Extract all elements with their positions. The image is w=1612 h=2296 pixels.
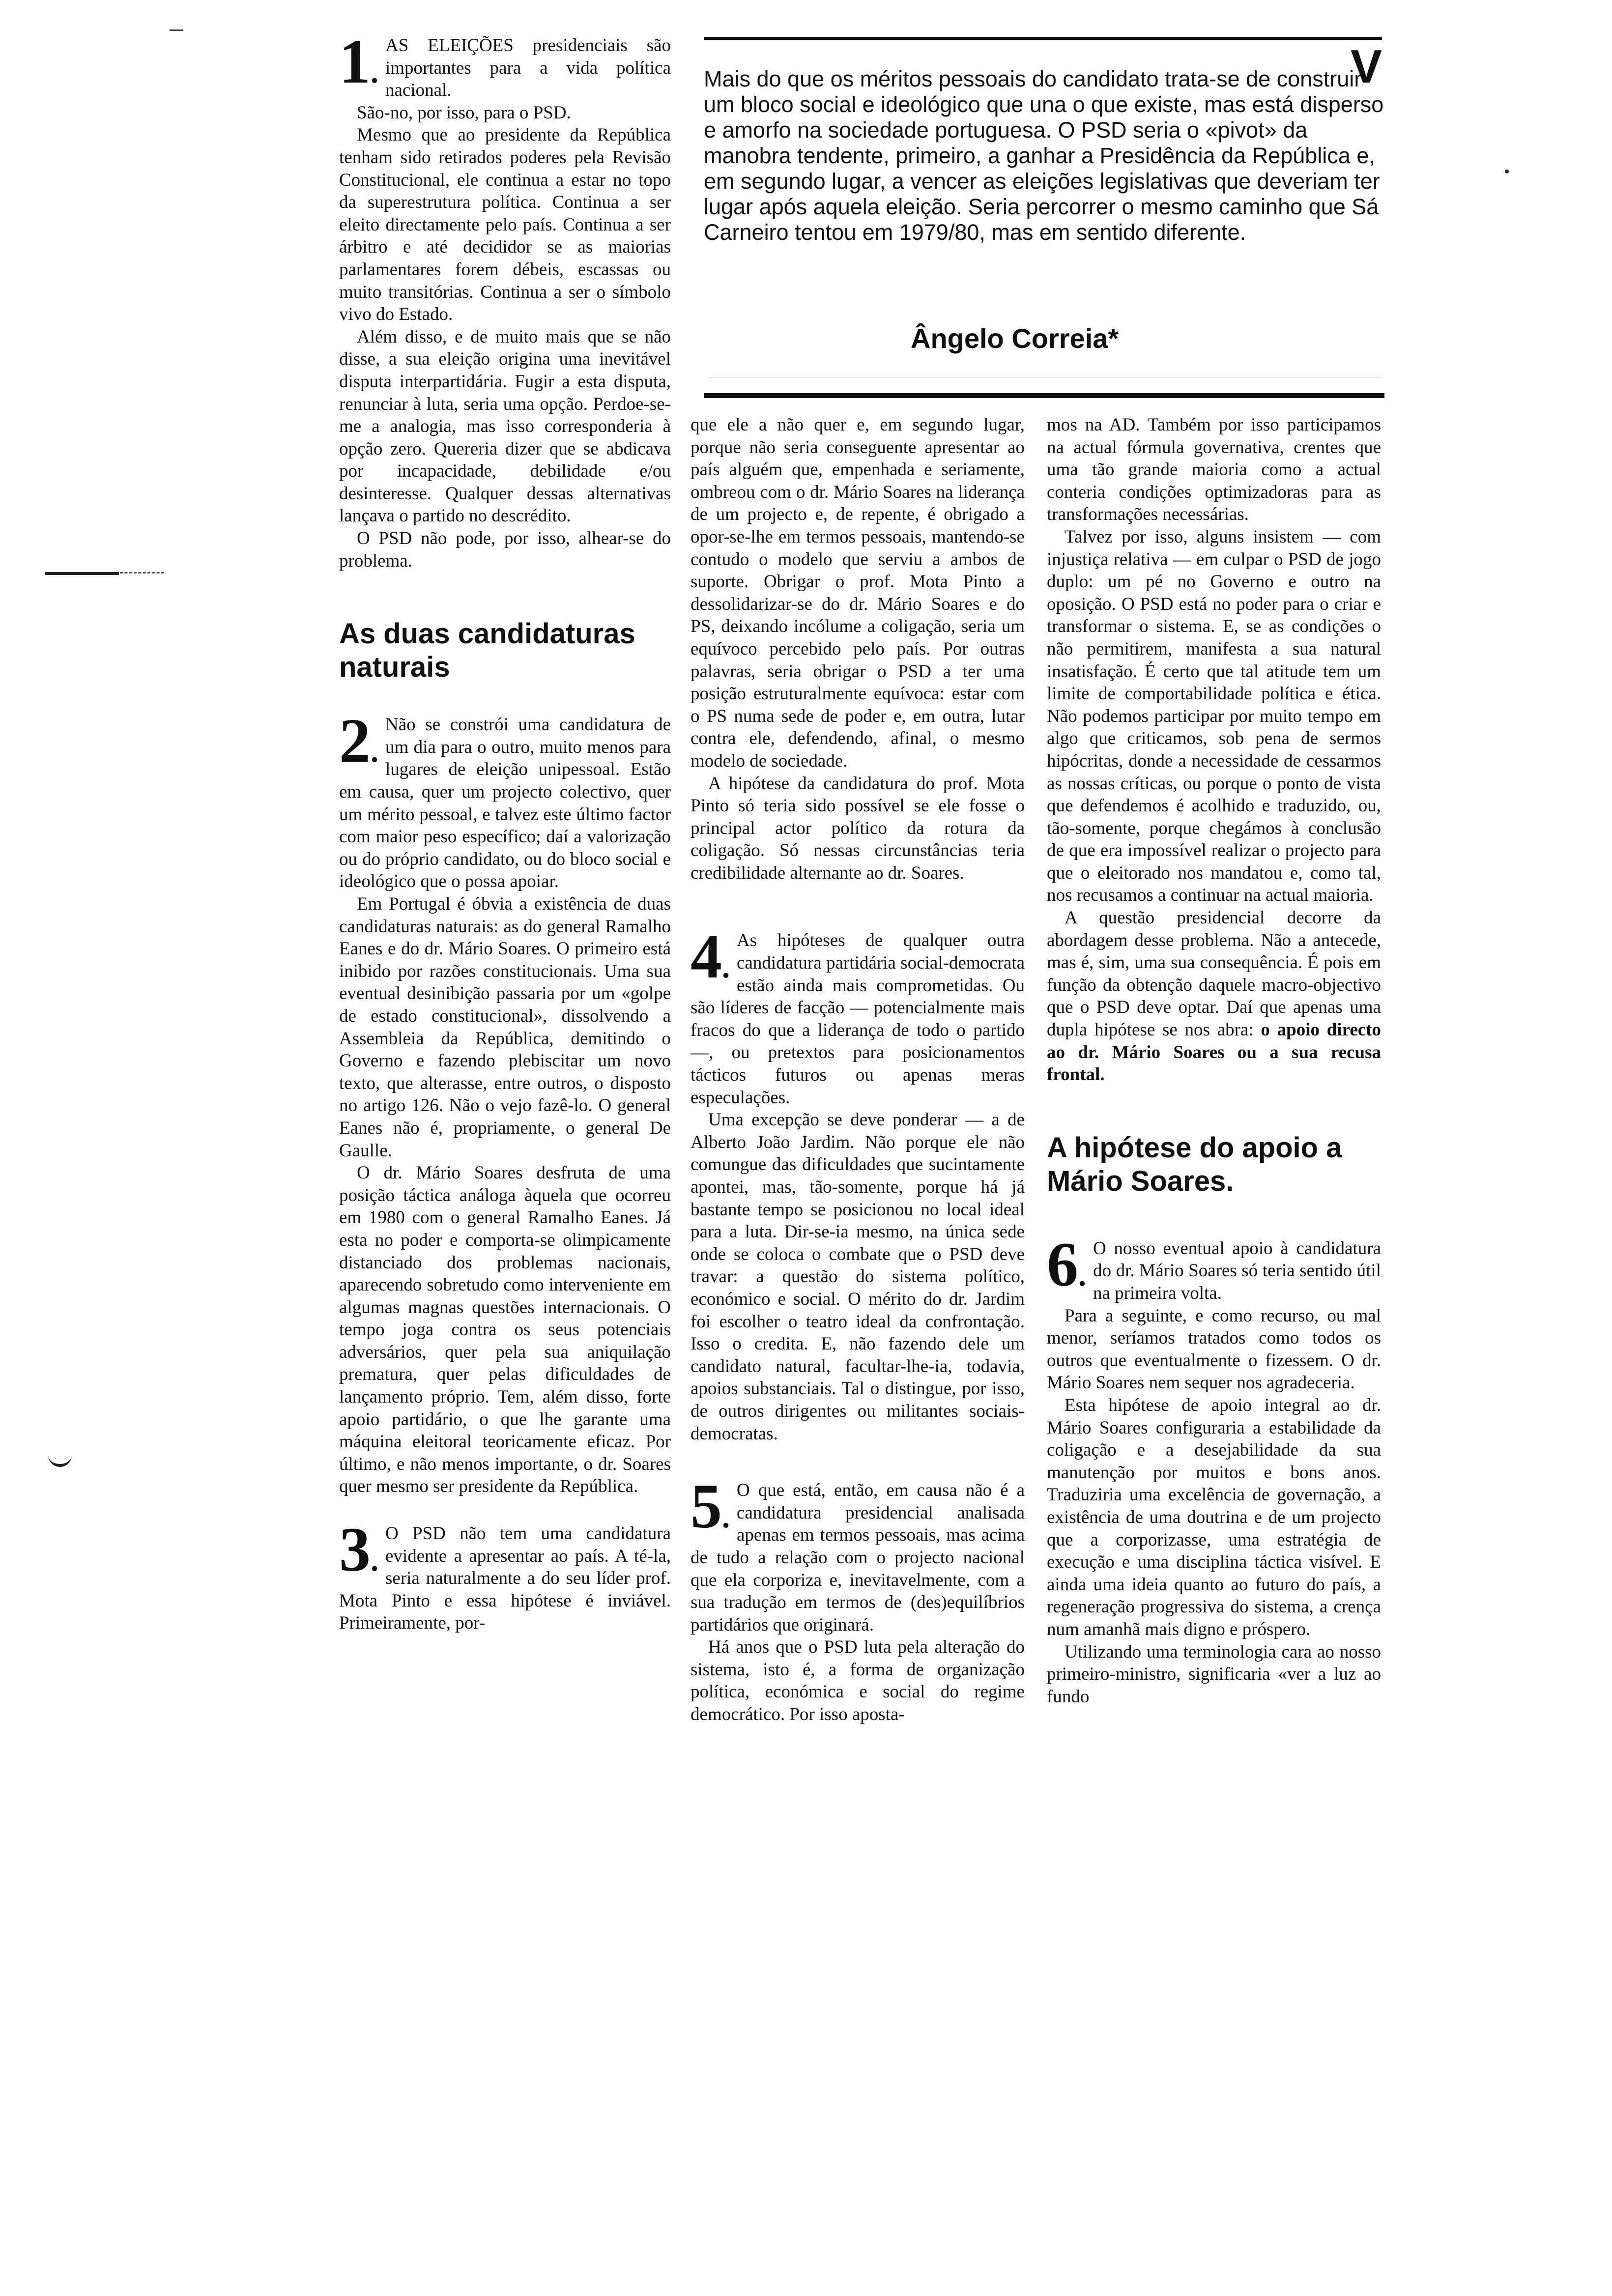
- section-4-paragraph: 4. As hipóteses de qualquer outra candidatura partidária social-democrata estão ainda mais comprometidas. Ou são líderes de facção — potencialmente mais fracos do que a liderança de todo o partido —, ou pretextos para posicionamentos tácticos futuros ou apenas meras especulações.: [691, 921, 1025, 1108]
- section-number-1: 1.: [339, 27, 378, 96]
- body-paragraph: São-no, por isso, para o PSD.: [357, 102, 571, 123]
- body-paragraph: Talvez por isso, alguns insistem — com injustiça relativa — em culpar o PSD de jogo duplo: um pé no Governo e outro na oposição. O PSD está no poder para o criar e transformar o sistema. E, se as condições o não permitirem, manifesta a sua natural insatisfação. É certo que tal atitude tem um limite de comportabilidade política e ética. Não podemos participar por muito tempo em algo que criticamos, sob pena de sermos hipócritas, donde a necessidade de cessarmos as nossas críticas, ou porque o ponto de vista que defendemos é acolhido e traduzido, ou, tão-somente, porque chegámos à conclusão de que era impossível realizar o projecto para que o eleitorado nos mandatou e, como tal, nos recusamos a continuar na actual maioria.: [1047, 526, 1381, 906]
- lead-bottom-rule: [704, 393, 1384, 398]
- article-column-2: [691, 414, 1025, 1726]
- section-heading: As duas candidaturas naturais: [339, 618, 635, 684]
- section-number-6: 6.: [1047, 1229, 1086, 1299]
- body-paragraph: Uma excepção se deve ponderar — a de Alberto João Jardim. Não porque ele não comungue das dificuldades que sucintamente apontei, mas, tão-somente, porque há já bastante tempo se posicionou no local ideal para a luta. Dir-se-ia mesmo, na única sede onde se coloca o combate que o PSD deve travar: a questão do sistema político, económico e social. O mérito do dr. Jardim foi escolher o teatro ideal da confrontação. Isso o credita. E, não fazendo dele um candidato natural, facultar-lhe-ia, todavia, apoios substanciais. Tal o distingue, por isso, de outros dirigentes ou militantes sociais-democratas.: [691, 1110, 1025, 1444]
- scan-mark-left-curve: [48, 1452, 72, 1467]
- section-3-paragraph: 3. O PSD não tem uma candidatura evidente a apresentar ao país. A té-la, seria naturalmente a do seu líder prof. Mota Pinto e essa hipótese é inviável. Primeiramente, por-: [339, 1515, 671, 1634]
- article-column-3: [1047, 414, 1381, 1708]
- body-paragraph: O dr. Mário Soares desfruta de uma posição táctica análoga àquela que ocorreu em 1980 com o general Ramalho Eanes. Já esta no poder e comporta-se olimpicamente distanciado dos problemas nacionais, aparecendo sobretudo como interveniente em algumas magnas questões internacionais. O tempo joga contra os seus potenciais adversários, quer pela sua aniquilação prematura, quer pelas dificuldades de lançamento próprio. Tem, além disso, forte apoio partidário, o que lhe garante uma máquina eleitoral teoricamente eficaz. Por último, e não menos importante, o dr. Soares quer mesmo ser presidente da República.: [339, 1163, 671, 1497]
- body-paragraph: Esta hipótese de apoio integral ao dr. Mário Soares configuraria a estabilidade da coligação e a desejabilidade da sua manutenção por muitos e bons anos. Traduziria uma excelência de governação, a existência de uma doutrina e de um projecto que a corporizasse, uma estratégia de execução e uma disciplina táctica visível. E ainda uma ideia quanto ao futuro do país, a regeneração progressiva do sistema, a crença num amanhã mais digno e próspero.: [1047, 1395, 1381, 1639]
- section-6-paragraph: 6. O nosso eventual apoio à candidatura do dr. Mário Soares só teria sentido útil na primeira volta.: [1047, 1229, 1381, 1303]
- scan-mark-left-dash: [45, 572, 119, 575]
- section-number-5: 5.: [691, 1471, 730, 1542]
- section-2-paragraph: 2. Não se constrói uma candidatura de um dia para o outro, muito menos para lugares de eleição unipessoal. Estão em causa, quer um projecto colectivo, quer um mérito pessoal, e talvez este último factor com maior peso específico; daí a valorização ou do próprio candidato, ou do bloco social e ideológico que o possa apoiar.: [339, 706, 671, 892]
- scan-mark-right-dot: [1505, 170, 1509, 173]
- body-paragraph: Mesmo que ao presidente da República tenham sido retirados poderes pela Revisão Constitucional, ele continua a estar no topo da superestrutura política. Continua a ser eleito directamente pelo país. Continua a ser árbitro e até decididor se as maiorias parlamentares forem débeis, escassas ou muito transitórias. Continua a ser o símbolo vivo do Estado.: [339, 125, 671, 325]
- scan-mark-top: [170, 29, 183, 31]
- body-paragraph: Há anos que o PSD luta pela alteração do sistema, isto é, a forma de organização política, económica e social do regime democrático. Por isso aposta-: [691, 1637, 1025, 1725]
- scan-mark-left-dashed: [120, 572, 164, 574]
- author-byline: Ângelo Correia*: [911, 323, 1119, 354]
- body-paragraph: que ele a não quer e, em segundo lugar, porque não seria conseguente apresentar ao país alguém que, empenhada e seriamente, ombreou com o dr. Mário Soares na liderança de um projecto e, de repente, é obrigado a opor-se-lhe em termos pessoais, mantendo-se contudo o modelo que serviu a ambos de suporte. Obrigar o prof. Mota Pinto a dessolidarizar-se do dr. Mário Soares e do PS, deixando incólume a coligação, seria um equívoco percebido pelo país. Por outras palavras, seria obrigar o PSD a ter uma posição estruturalmente equívoca: estar com o PS numa sede de poder e, em outra, lutar contra ele, defendendo, afinal, o mesmo modelo de sociedade.: [691, 415, 1025, 771]
- body-paragraph: A questão presidencial decorre da abordagem desse problema. Não a antecede, mas é, sim, uma sua consequência. É pois em função da obtenção daquele macro-objectivo que o PSD deve optar. Daí que apenas uma dupla hipótese se nos abra: o apoio directo ao dr. Mário Soares ou a sua recusa frontal.: [1047, 908, 1382, 1085]
- body-paragraph: Utilizando uma terminologia cara ao nosso primeiro-ministro, significaria «ver a luz ao fundo: [1047, 1641, 1381, 1707]
- section-number-3: 3.: [339, 1515, 378, 1585]
- section-5-paragraph: 5. O que está, então, em causa não é a candidatura presidencial analisada apenas em termos pessoais, mas acima de tudo a relação com o projecto nacional que ela corporiza e, inevitavelmente, com a sua tradução em termos de (des)equilíbrios partidários que originará.: [691, 1471, 1025, 1635]
- body-paragraph: Além disso, e de muito mais que se não disse, a sua eleição origina uma inevitável disputa interpartidária. Fugir a esta disputa, renunciar à luta, seria uma opção. Perdoe-se-me a analogia, mas isso corresponderia à opção zero. Quereria dizer que se abdicava por incapacidade, debilidade e/ou desinteresse. Qualquer dessas alternativas lançava o partido no descrédito.: [339, 326, 671, 526]
- body-paragraph: Em Portugal é óbvia a existência de duas candidaturas naturais: as do general Ramalho Eanes e do dr. Mário Soares. O primeiro está inibido por razões constitucionais. Uma sua eventual desinibição passaria por um «golpe de estado constitucional», dissolvendo a Assembleia da República, demitindo o Governo e fazendo plebiscitar um novo texto, que alterasse, entre outros, o disposto no artigo 126. Não o vejo fazê-lo. O general Eanes não é, propriamente, o general De Gaulle.: [339, 894, 671, 1161]
- article-column-1: [339, 27, 671, 1635]
- body-paragraph: Para a seguinte, e como recurso, ou mal menor, seríamos tratados como todos os outros que eventualmente o fizessem. O dr. Mário Soares nem sequer nos agradeceria.: [1047, 1305, 1381, 1393]
- handwritten-mark: V: [1351, 40, 1382, 93]
- section-number-4: 4.: [691, 921, 730, 992]
- section-number-2: 2.: [339, 706, 378, 776]
- section-1-paragraph: 1. AS ELEIÇÕES presidenciais são importantes para a vida política nacional.: [339, 27, 671, 101]
- section-heading: A hipótese do apoio a Mário Soares.: [1047, 1131, 1342, 1197]
- body-paragraph: A hipótese da candidatura do prof. Mota Pinto só teria sido possível se ele fosse o principal actor político da rotura da coligação. Só nessas circunstâncias teria credibilidade alternante ao dr. Soares.: [691, 773, 1025, 883]
- emphasis-text: o apoio directo ao dr. Mário Soares ou a sua recusa frontal.: [1047, 1020, 1382, 1085]
- body-paragraph: mos na AD. Também por isso participamos na actual fórmula governativa, crentes que uma tão grande maioria como a actual conteria condições optimizadoras para as transformações necessárias.: [1047, 415, 1381, 525]
- lead-paragraph: Mais do que os méritos pessoais do candidato trata-se de construir um bloco social e ideológico que una o que existe, mas está disperso e amorfo na sociedade portuguesa. O PSD seria o «pivot» da manobra tendente, primeiro, a ganhar a Presidência da República e, em segundo lugar, a vencer as eleições legislativas que deveriam ter lugar após aquela eleição. Seria percorrer o mesmo caminho que Sá Carneiro tentou em 1979/80, mas em sentido diferente.: [704, 66, 1384, 245]
- lead-top-rule: [704, 37, 1382, 40]
- body-paragraph: O PSD não pode, por isso, alhear-se do problema.: [339, 528, 671, 571]
